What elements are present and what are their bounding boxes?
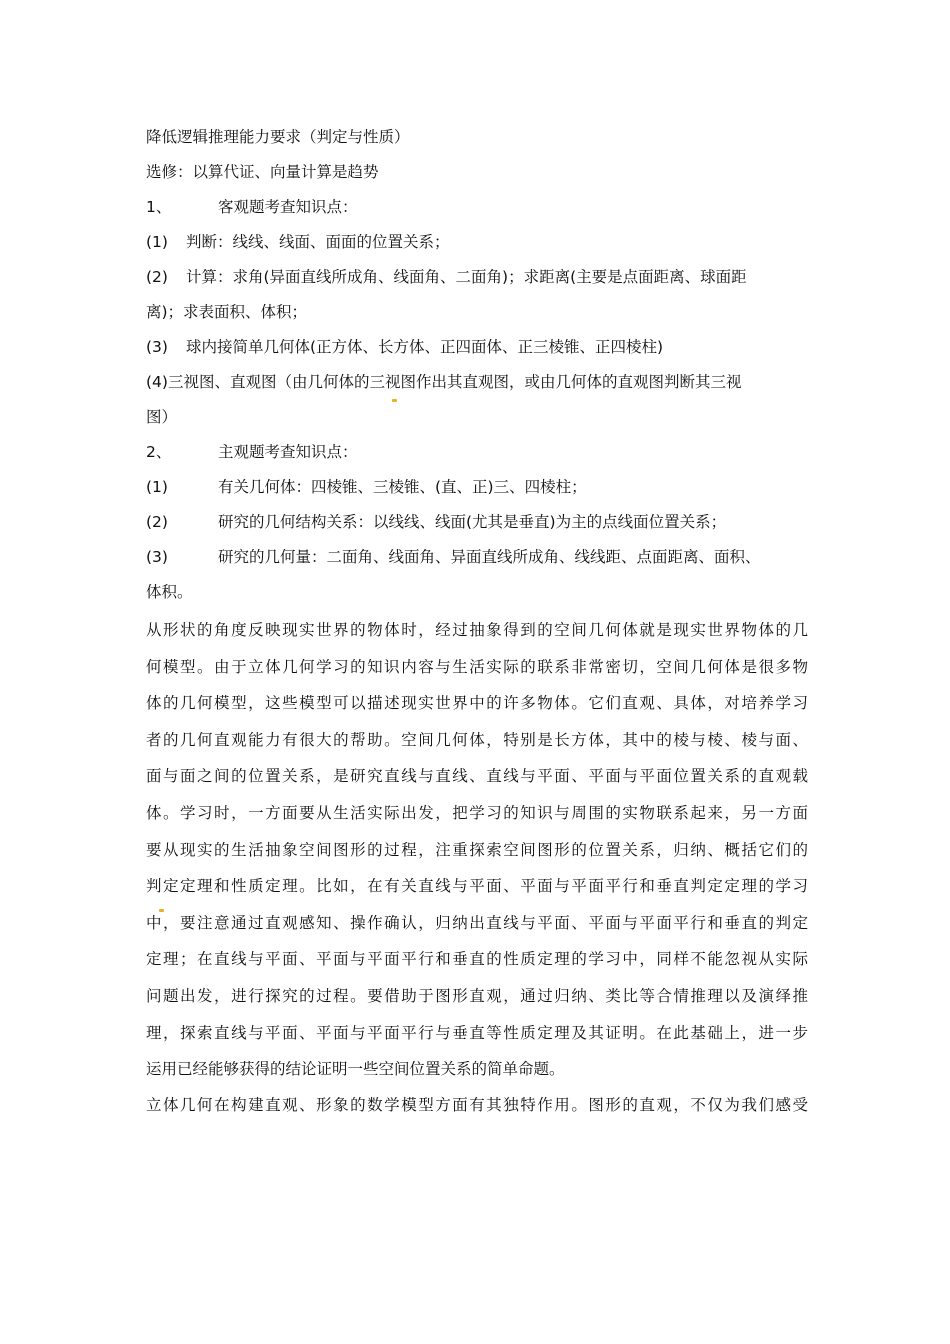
- paragraph-line: 理，探索直线与平面、平面与平面平行与垂直等性质定理及其证明。在此基础上，进一步: [146, 1023, 808, 1042]
- section-2-number: 2、: [146, 443, 172, 461]
- section-2-heading: [146, 435, 808, 470]
- paragraph-line: 中，要注意通过直观感知、操作确认，归纳出直线与平面、平面与平面平行和垂直的判定: [146, 913, 808, 932]
- s1-item-4-continuation: 图）: [146, 408, 178, 426]
- paragraph-line: 判定定理和性质定理。比如，在有关直线与平面、平面与平面平行和垂直判定定理的学习: [146, 877, 808, 896]
- s2-item-3-continuation: 体积。: [146, 583, 193, 601]
- heading-requirement: 降低逻辑推理能力要求（判定与性质）: [146, 128, 410, 146]
- paragraph-line: 面与面之间的位置关系，是研究直线与直线、直线与平面、平面与平面位置关系的直观载: [146, 767, 808, 786]
- section-1-heading: [146, 190, 808, 225]
- paragraph-line: 问题出发，进行探究的过程。要借助于图形直观，通过归纳、类比等合情推理以及演绎推: [146, 986, 808, 1005]
- s2-item-1: [146, 470, 808, 505]
- paragraph-line: 者的几何直观能力有很大的帮助。空间几何体，特别是长方体，其中的棱与棱、棱与面、: [146, 730, 808, 749]
- paragraph-line: 从形状的角度反映现实世界的物体时，经过抽象得到的空间几何体就是现实世界物体的几: [146, 621, 808, 639]
- s2-item-3: [146, 540, 808, 575]
- s2-item-3-number: (3): [146, 548, 168, 566]
- s1-item-1-text: 判断：线线、线面、面面的位置关系；: [186, 233, 450, 251]
- s1-item-1-number: (1): [146, 233, 168, 251]
- paragraph-modeling-first-line: 立体几何在构建直观、形象的数学模型方面有其独特作用。图形的直观，不仅为我们感受: [146, 1095, 808, 1114]
- comment-marker: [392, 399, 397, 402]
- s1-item-2-text: 计算：求角(异面直线所成角、线面角、二面角)；求距离(主要是点面距离、球面距: [186, 268, 747, 286]
- section-1-number: 1、: [146, 198, 172, 216]
- section-1-title: 客观题考查知识点：: [218, 198, 358, 216]
- s2-item-1-text: 有关几何体：四棱锥、三棱锥、(直、正)三、四棱柱；: [218, 478, 587, 496]
- s1-item-2-continuation: 离)；求表面积、体积；: [146, 303, 308, 321]
- s1-item-3: [146, 330, 808, 365]
- paragraph-line: 体。学习时，一方面要从生活实际出发，把学习的知识与周围的实物联系起来，另一方面: [146, 803, 808, 822]
- section-2-title: 主观题考查知识点：: [218, 443, 358, 461]
- s1-item-2: [146, 260, 808, 295]
- paragraph-spatial-geometry: [146, 612, 808, 1088]
- s2-item-2-number: (2): [146, 513, 168, 531]
- s1-item-1: [146, 225, 808, 260]
- s2-item-3-text: 研究的几何量：二面角、线面角、异面直线所成角、线线距、点面距离、面积、: [218, 548, 761, 566]
- s1-item-4: (4)三视图、直观图（由几何体的三视图作出其直观图，或由几何体的直观图判断其三视: [146, 373, 742, 391]
- comment-marker: [159, 909, 164, 912]
- paragraph-line: 何模型。由于立体几何学习的知识内容与生活实际的联系非常密切，空间几何体是很多物: [146, 657, 808, 676]
- s1-item-3-text: 球内接简单几何体(正方体、长方体、正四面体、正三棱锥、正四棱柱): [186, 338, 664, 356]
- heading-elective: 选修：以算代证、向量计算是趋势: [146, 163, 379, 181]
- s2-item-1-number: (1): [146, 478, 168, 496]
- s2-item-2: [146, 505, 808, 540]
- s1-item-3-number: (3): [146, 338, 168, 356]
- paragraph-line: 运用已经能够获得的结论证明一些空间位置关系的简单命题。: [146, 1060, 565, 1079]
- s2-item-2-text: 研究的几何结构关系：以线线、线面(尤其是垂直)为主的点线面位置关系；: [218, 513, 727, 531]
- paragraph-line: 要从现实的生活抽象空间图形的过程，注重探索空间图形的位置关系，归纳、概括它们的: [146, 840, 808, 859]
- s1-item-2-number: (2): [146, 268, 168, 286]
- paragraph-line: 体的几何模型，这些模型可以描述现实世界中的许多物体。它们直观、具体，对培养学习: [146, 694, 808, 713]
- paragraph-line: 定理；在直线与平面、平面与平面平行和垂直的性质定理的学习中，同样不能忽视从实际: [146, 950, 808, 969]
- document-body: [146, 120, 808, 1123]
